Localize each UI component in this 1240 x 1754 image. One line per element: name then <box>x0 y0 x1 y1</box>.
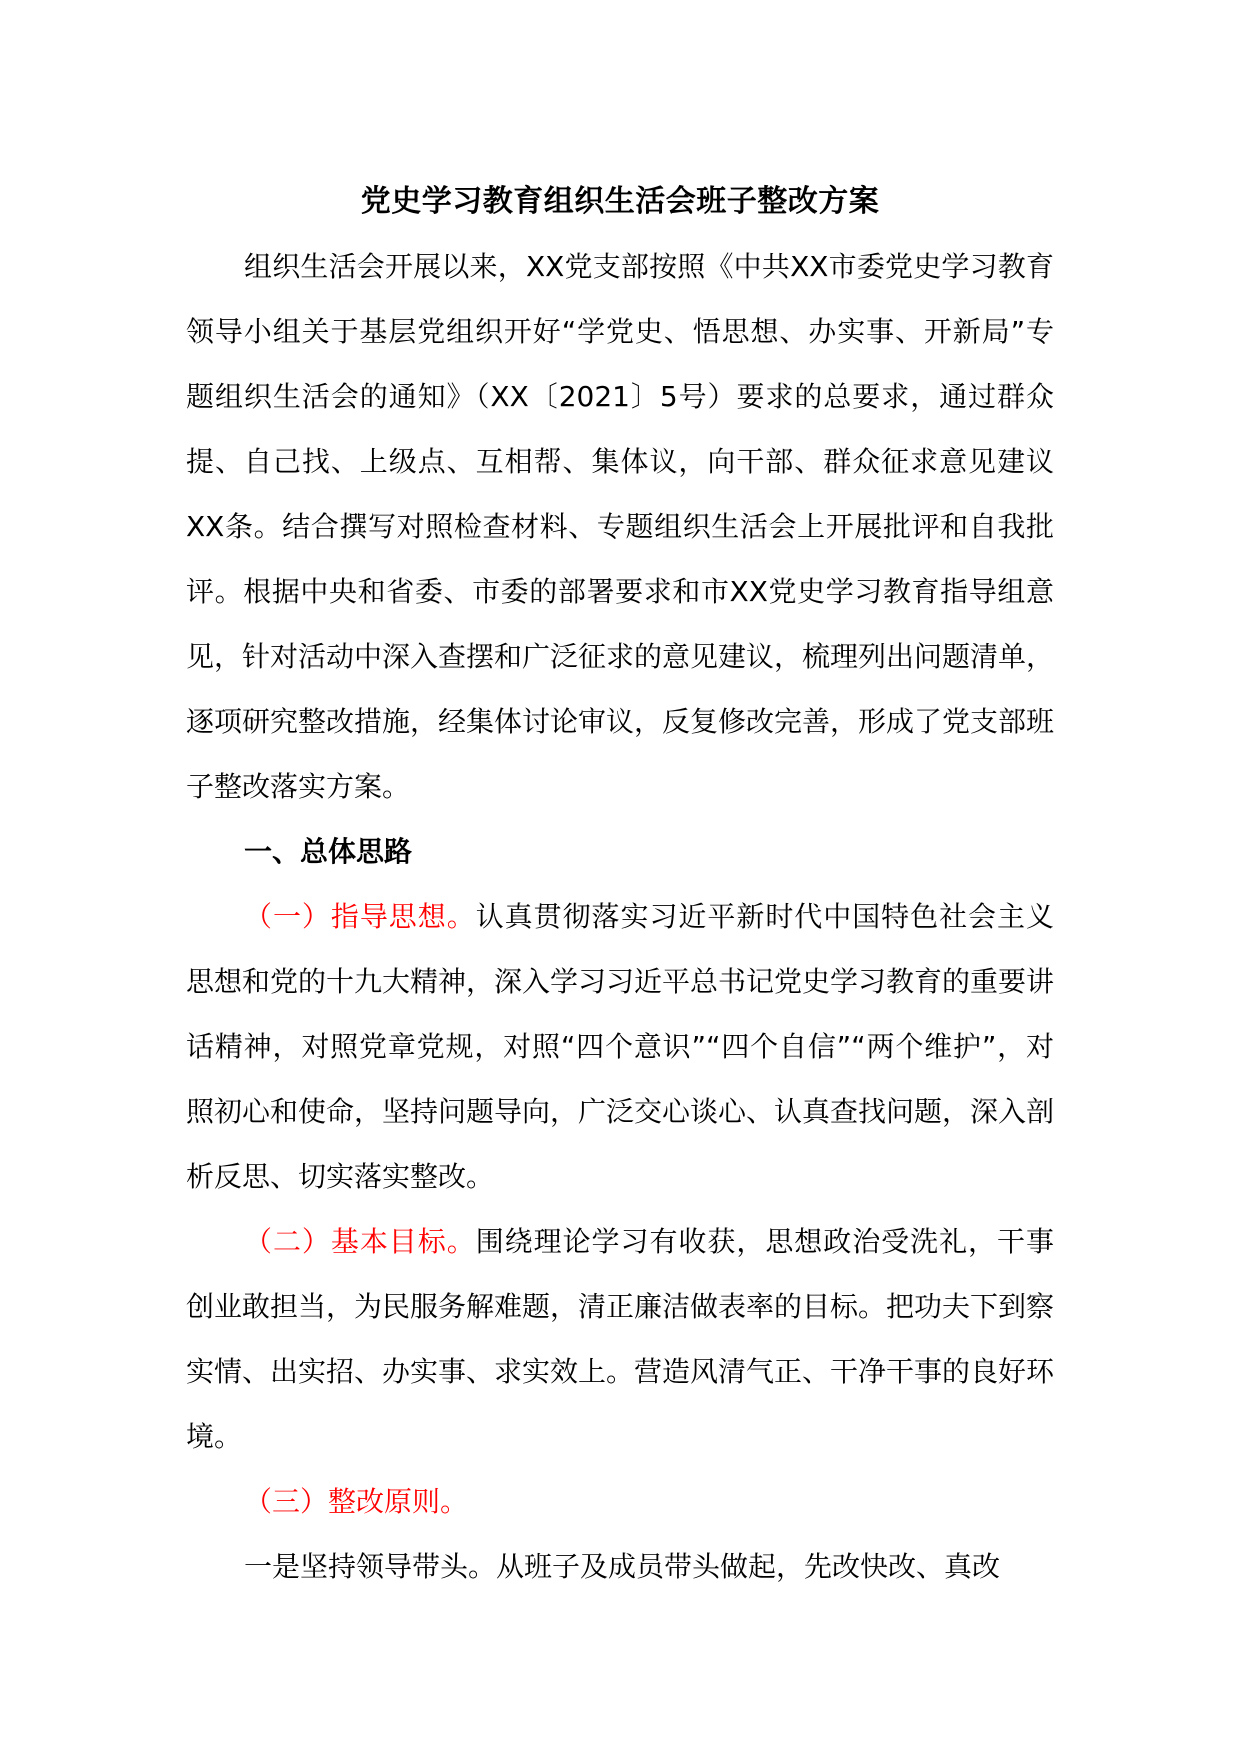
rectification-principle-label: （三）整改原则。 <box>244 1485 469 1518</box>
basic-goal-label: （二）基本目标。 <box>244 1225 476 1258</box>
principle-one-paragraph: 一是坚持领导带头。从班子及成员带头做起，先改快改、真改 <box>244 1550 1001 1583</box>
basic-goal-text: 围绕理论学习有收获，思想政治受洗礼，干事创业敢担当，为民服务解难题，清正廉洁做表率的目标。把功夫下到察实情、出实招、办实事、求实效上。营造风清气正、干净干事的良好环境。 <box>186 1225 1055 1453</box>
intro-paragraph: 组织生活会开展以来，XX党支部按照《中共XX市委党史学习教育领导小组关于基层党组织开好“学党史、悟思想、办实事、开新局”专题组织生活会的通知》（XX〔2021〕5号）要求的总要求，通过群众提、自己找、上级点、互相帮、集体议，向干部、群众征求意见建议XX条。结合撰写对照检查材料、专题组织生活会上开展批评和自我批评。根据中央和省委、市委的部署要求和市XX党史学习教育指导组意见，针对活动中深入查摆和广泛征求的意见建议，梳理列出问题清单，逐项研究整改措施，经集体讨论审议，反复修改完善，形成了党支部班子整改落实方案。 <box>186 250 1055 803</box>
basic-goal-paragraph <box>186 1209 1054 1469</box>
guiding-ideology-text: 认真贯彻落实习近平新时代中国特色社会主义思想和党的十九大精神，深入学习习近平总书记党史学习教育的重要讲话精神，对照党章党规，对照“四个意识”“四个自信”“两个维护”，对照初心和使命，坚持问题导向，广泛交心谈心、认真查找问题，深入剖析反思、切实落实整改。 <box>186 900 1055 1193</box>
document-page <box>186 170 1054 1599</box>
guiding-ideology-paragraph <box>186 884 1054 1209</box>
section-heading-overall-approach: 一、总体思路 <box>244 835 413 868</box>
guiding-ideology-label: （一）指导思想。 <box>244 900 476 933</box>
document-title: 党史学习教育组织生活会班子整改方案 <box>360 184 880 219</box>
rectification-principle-paragraph <box>186 1469 1054 1534</box>
